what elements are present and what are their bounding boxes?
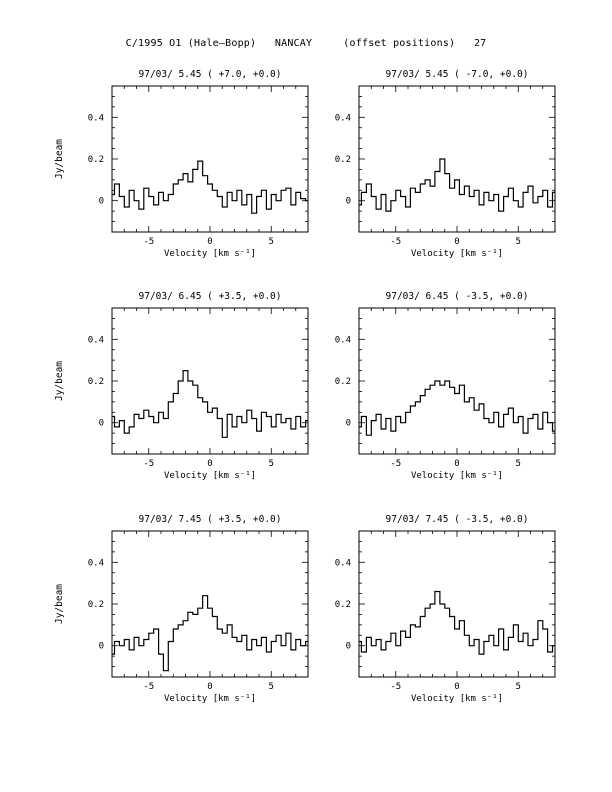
plot-frame bbox=[359, 86, 555, 232]
spectrum-line bbox=[359, 381, 555, 435]
panel-title: 97/03/ 6.45 ( +3.5, +0.0) bbox=[138, 291, 282, 302]
panel-title: 97/03/ 7.45 ( +3.5, +0.0) bbox=[138, 514, 282, 525]
plot-frame bbox=[112, 86, 308, 232]
spectrum-line bbox=[359, 159, 555, 211]
x-tick-label: 5 bbox=[515, 237, 521, 247]
y-tick-label: 0 bbox=[345, 641, 351, 652]
plot-frame bbox=[112, 308, 308, 454]
plot-frame bbox=[359, 308, 555, 454]
figure-title: C/1995 O1 (Hale–Bopp) NANCAY (offset positions) 27 bbox=[125, 38, 487, 49]
panel-title: 97/03/ 5.45 ( -7.0, +0.0) bbox=[385, 69, 529, 80]
x-tick-label: 5 bbox=[268, 237, 274, 247]
plot-frame bbox=[112, 531, 308, 677]
panel-title: 97/03/ 5.45 ( +7.0, +0.0) bbox=[138, 69, 282, 80]
x-tick-label: -5 bbox=[143, 459, 155, 469]
y-tick-label: 0.4 bbox=[334, 558, 351, 569]
y-tick-label: 0.2 bbox=[87, 377, 104, 387]
chart-panel-2 bbox=[335, 69, 555, 259]
y-tick-label: 0.2 bbox=[334, 600, 351, 610]
spectrum-line bbox=[112, 371, 308, 438]
spectrum-line bbox=[359, 592, 555, 655]
panel-grid bbox=[54, 69, 555, 704]
y-tick-label: 0.4 bbox=[334, 113, 351, 124]
x-tick-label: 5 bbox=[268, 682, 274, 692]
panel-title: 97/03/ 7.45 ( -3.5, +0.0) bbox=[385, 514, 529, 525]
y-tick-label: 0 bbox=[98, 418, 104, 429]
y-axis-label: Jy/beam bbox=[54, 583, 65, 625]
y-tick-label: 0.4 bbox=[87, 335, 104, 346]
y-tick-label: 0.4 bbox=[87, 558, 104, 569]
y-tick-label: 0 bbox=[98, 641, 104, 652]
x-tick-label: -5 bbox=[390, 237, 402, 247]
chart-panel-4 bbox=[335, 291, 555, 481]
x-axis-label: Velocity [km s⁻¹] bbox=[410, 471, 504, 481]
chart-panel-6 bbox=[335, 514, 555, 704]
x-tick-label: 0 bbox=[207, 682, 213, 692]
x-tick-label: 5 bbox=[268, 459, 274, 469]
x-tick-label: -5 bbox=[390, 459, 402, 469]
spectrum-line bbox=[112, 161, 308, 213]
x-tick-label: 0 bbox=[454, 459, 460, 469]
x-tick-label: -5 bbox=[143, 682, 155, 692]
x-axis-label: Velocity [km s⁻¹] bbox=[410, 249, 504, 259]
y-tick-label: 0 bbox=[98, 196, 104, 207]
y-tick-label: 0 bbox=[345, 196, 351, 207]
x-axis-label: Velocity [km s⁻¹] bbox=[163, 694, 257, 704]
x-axis-label: Velocity [km s⁻¹] bbox=[163, 471, 257, 481]
y-tick-label: 0 bbox=[345, 418, 351, 429]
x-tick-label: -5 bbox=[143, 237, 155, 247]
y-tick-label: 0.4 bbox=[334, 335, 351, 346]
chart-panel-5 bbox=[54, 514, 308, 704]
spectrum-line bbox=[112, 596, 308, 671]
x-tick-label: 5 bbox=[515, 682, 521, 692]
y-tick-label: 0.2 bbox=[334, 155, 351, 165]
x-tick-label: 5 bbox=[515, 459, 521, 469]
panel-title: 97/03/ 6.45 ( -3.5, +0.0) bbox=[385, 291, 529, 302]
chart-panel-1 bbox=[54, 69, 308, 259]
x-tick-label: 0 bbox=[454, 237, 460, 247]
chart-panel-3 bbox=[54, 291, 308, 481]
y-tick-label: 0.4 bbox=[87, 113, 104, 124]
x-tick-label: -5 bbox=[390, 682, 402, 692]
y-axis-label: Jy/beam bbox=[54, 360, 65, 402]
y-tick-label: 0.2 bbox=[87, 155, 104, 165]
y-tick-label: 0.2 bbox=[334, 377, 351, 387]
x-tick-label: 0 bbox=[207, 237, 213, 247]
x-axis-label: Velocity [km s⁻¹] bbox=[163, 249, 257, 259]
x-tick-label: 0 bbox=[207, 459, 213, 469]
x-tick-label: 0 bbox=[454, 682, 460, 692]
x-axis-label: Velocity [km s⁻¹] bbox=[410, 694, 504, 704]
y-tick-label: 0.2 bbox=[87, 600, 104, 610]
plot-frame bbox=[359, 531, 555, 677]
y-axis-label: Jy/beam bbox=[54, 138, 65, 180]
